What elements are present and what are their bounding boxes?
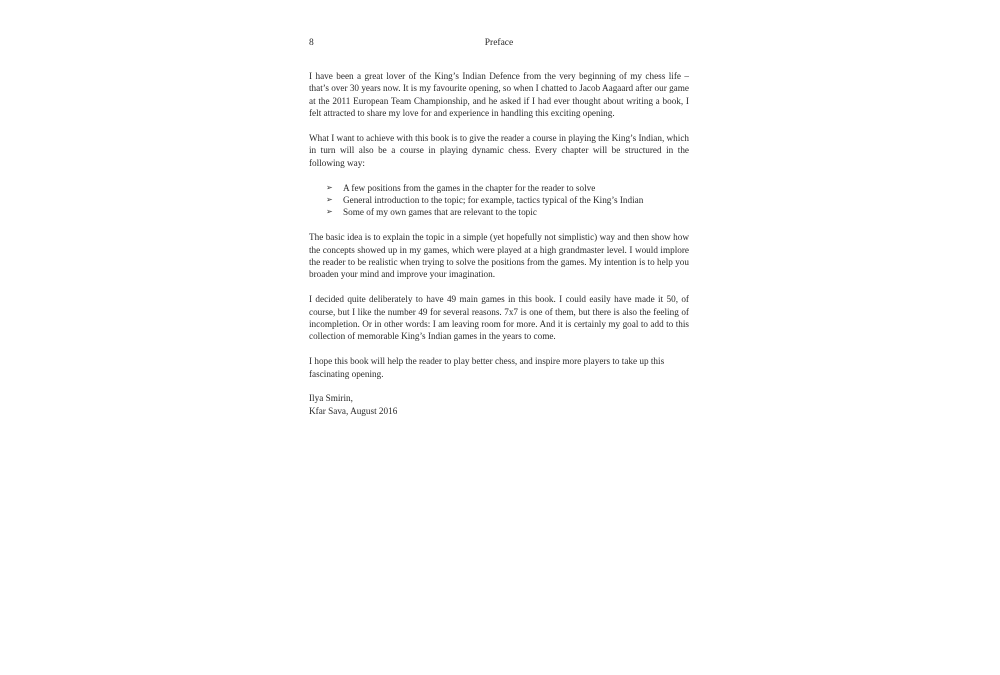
- paragraph-intro: I have been a great lover of the King’s Indian Defence from the very beginning of my chess life – that’s over 30 years now. It is my favourite opening, so when I chatted to Jacob Aagaard after our game at the 2011 European Team Championship, and he asked if I had ever thought about writing a book, I felt attracted to share my love for and experience in handling this exciting opening.: [309, 71, 689, 119]
- signature-name: Ilya Smirin,: [309, 393, 353, 404]
- paragraph-basic-idea: The basic idea is to explain the topic in a simple (yet hopefully not simplistic) way and then show how the concepts showed up in my games, which were played at a high grandmaster level. I would implore the reader to be realistic when trying to solve the positions from the games. My intention is to help you broaden your mind and improve your imagination.: [309, 232, 689, 280]
- book-page: [309, 0, 689, 675]
- list-item: [326, 182, 689, 194]
- running-head-title: Preface: [484, 38, 514, 48]
- chapter-structure-list: [309, 182, 689, 219]
- list-item-text: Some of my own games that are relevant to the topic: [343, 207, 537, 218]
- list-item: [326, 206, 689, 218]
- paragraph-closing: I hope this book will help the reader to play better chess, and inspire more players to take up this fascinating opening.: [309, 356, 665, 379]
- paragraph-49-games: I decided quite deliberately to have 49 main games in this book. I could easily have made it 50, of course, but I like the number 49 for several reasons. 7x7 is one of them, but there is also the feeling of incompletion. Or in other words: I am leaving room for more. And it is certainly my goal to add to this collection of memorable King’s Indian games in the years to come.: [309, 294, 689, 342]
- list-item-text: A few positions from the games in the chapter for the reader to solve: [343, 182, 596, 193]
- page-header: [309, 38, 689, 52]
- list-item-text: General introduction to the topic; for example, tactics typical of the King’s Indian: [343, 195, 644, 206]
- preface-body: [309, 70, 689, 417]
- arrowhead-bullet-icon: ➢: [326, 207, 333, 217]
- paragraph-goal: What I want to achieve with this book is to give the reader a course in playing the King’s Indian, which in turn will also be a course in playing dynamic chess. Every chapter will be structured in the following way:: [309, 133, 689, 168]
- signature-place-date: Kfar Sava, August 2016: [309, 405, 398, 416]
- list-item: [326, 194, 689, 206]
- page-number: 8: [309, 38, 314, 48]
- arrowhead-bullet-icon: ➢: [326, 182, 333, 192]
- arrowhead-bullet-icon: ➢: [326, 195, 333, 205]
